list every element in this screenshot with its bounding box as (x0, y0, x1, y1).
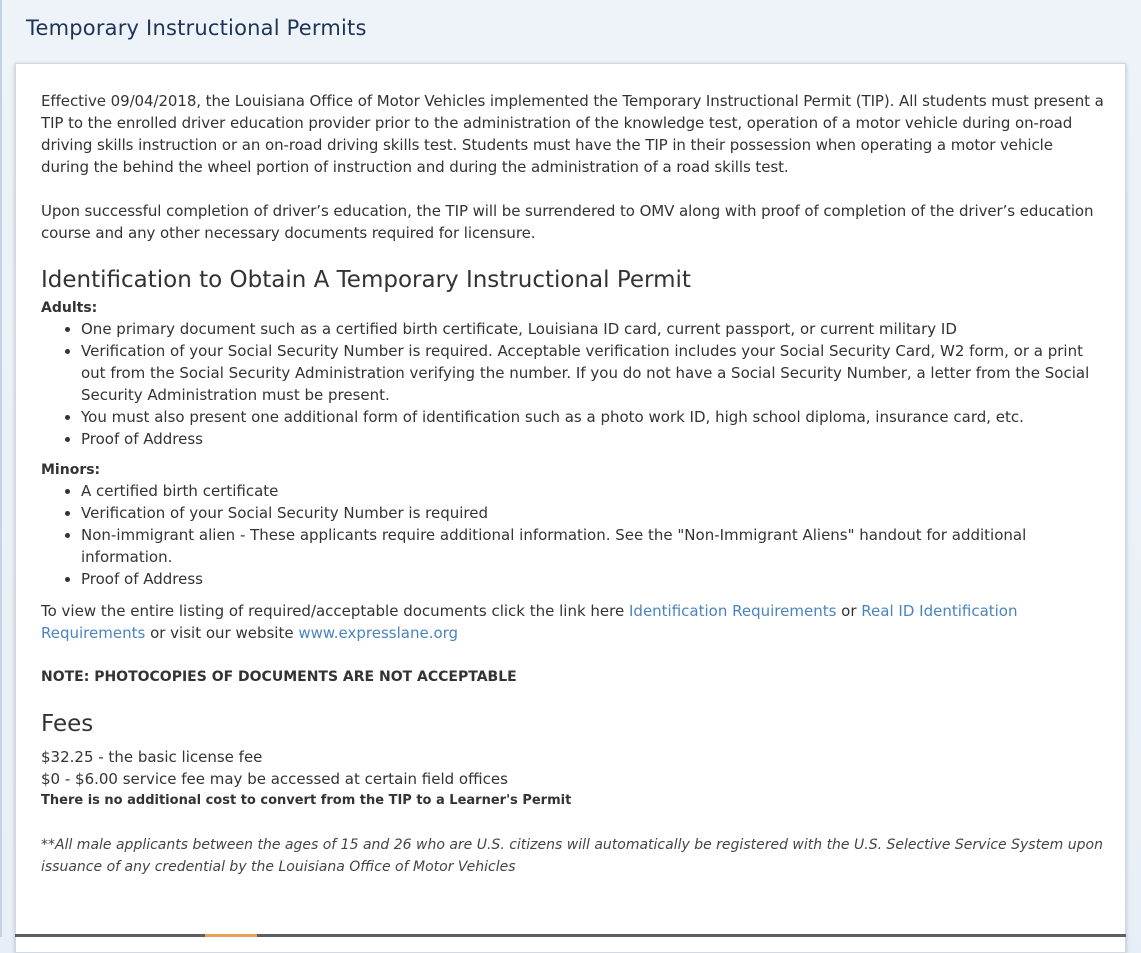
list-item: • A certified birth certificate (81, 480, 1104, 502)
list-item: • You must also present one additional form of identification such as a photo work ID, high school diploma, insurance card, etc. (81, 406, 1104, 428)
content-card (15, 63, 1126, 953)
minors-label: Minors: (41, 462, 101, 478)
minors-list (41, 480, 1104, 590)
expresslane-website-link[interactable]: www.expresslane.org (298, 624, 459, 642)
list-item: • Non-immigrant alien - These applicants require additional information. See the "Non-Immigrant Aliens" handout for additional information. (81, 524, 1104, 568)
intro-paragraph-1: Effective 09/04/2018, the Louisiana Office of Motor Vehicles implemented the Temporary Instructional Permit (TIP). All students must present a TIP to the enrolled driver education provider prior to the administration of the knowledge test, operation of a motor vehicle during on-road driving skills instruction or an on-road driving skills test. Students must have the TIP in their possession when operating a motor vehicle during the behind the wheel portion of instruction and during the administration of a road skills test. (41, 92, 1104, 176)
intro-paragraph-2: Upon successful completion of driver’s education, the TIP will be surrendered to OMV along with proof of completion of the driver’s education course and any other necessary documents required for licensure. (41, 202, 1094, 242)
fees-heading: Fees (41, 711, 94, 737)
fee-conversion-note: There is no additional cost to convert from the TIP to a Learner's Permit (41, 793, 572, 808)
adults-list (41, 318, 1104, 450)
adults-label: Adults: (41, 300, 98, 316)
photocopies-note: NOTE: PHOTOCOPIES OF DOCUMENTS ARE NOT ACCEPTABLE (41, 669, 517, 685)
fee-service: $0 - $6.00 service fee may be accessed at certain field offices (41, 770, 508, 788)
list-item: • Proof of Address (81, 568, 1104, 590)
links-middle-text: or visit our website (145, 624, 299, 642)
links-prefix-text: To view the entire listing of required/acceptable documents click the link here (41, 602, 629, 620)
list-item: • One primary document such as a certified birth certificate, Louisiana ID card, current passport, or current military ID (81, 318, 1104, 340)
identification-heading: Identification to Obtain A Temporary Instructional Permit (41, 267, 691, 293)
list-item: • Verification of your Social Security Number is required (81, 502, 1104, 524)
list-item: • Verification of your Social Security Number is required. Acceptable verification includes your Social Security Card, W2 form, or a print out from the Social Security Administration verifying the number. If you do not have a Social Security Number, a letter from the Social Security Administration must be present. (81, 340, 1104, 406)
list-item: • Proof of Address (81, 428, 1104, 450)
identification-requirements-link[interactable]: Identification Requirements (629, 602, 837, 620)
documents-links-paragraph (41, 600, 1104, 644)
fee-basic-license: $32.25 - the basic license fee (41, 748, 263, 766)
real-id-requirements-link[interactable]: Real ID Identification Requirements (41, 602, 1018, 642)
selective-service-disclaimer: **All male applicants between the ages of 15 and 26 who are U.S. citizens will automatically be registered with the U.S. Selective Service System upon issuance of any credential by the Louisiana Office of Motor Vehicles (41, 837, 1103, 875)
links-between-text: or (836, 602, 862, 620)
page-title: Temporary Instructional Permits (26, 16, 367, 40)
content-body (41, 90, 1104, 878)
